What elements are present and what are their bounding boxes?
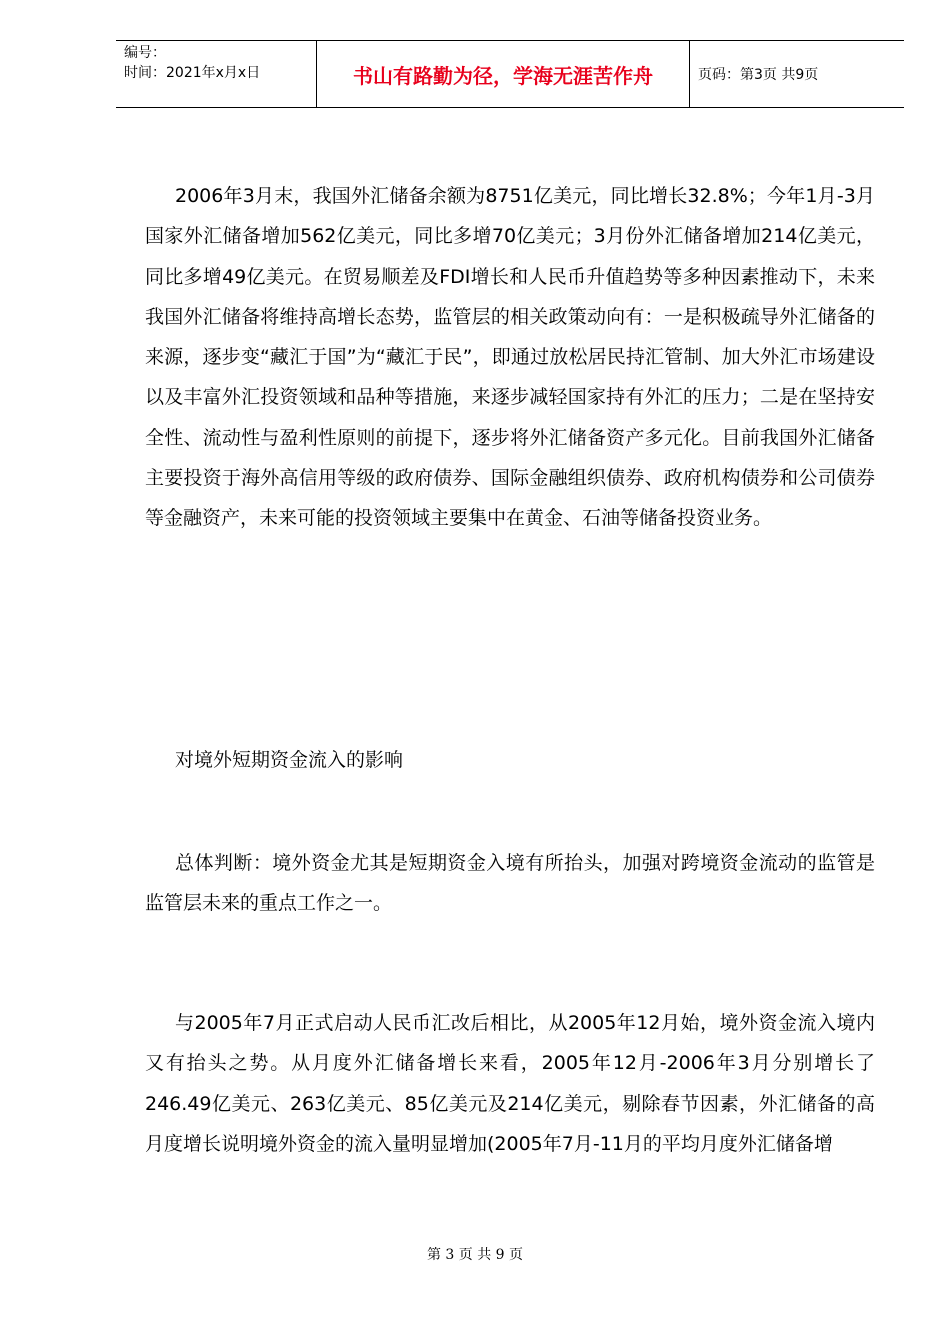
page-header [116,40,904,108]
page-footer: 第 3 页 共 9 页 [426,1247,524,1263]
header-motto: 书山有路勤为径，学海无涯苦作舟 [316,41,690,107]
paragraph-judgment: 总体判断：境外资金尤其是短期资金入境有所抬头，加强对跨境资金流动的监管是监管层未来的重点工作之一。 [145,852,875,915]
code-label: 编号： [124,45,166,61]
time-label: 时间：2021年x月x日 [124,65,261,81]
paragraph-reserves: 2006年3月末，我国外汇储备余额为8751亿美元，同比增长32.8%；今年1月-3月国家外汇储备增加562亿美元，同比多增70亿美元；3月份外汇储备增加214亿美元，同比多增49亿美元。在贸易顺差及FDI增长和人民币升值趋势等多种因素推动下，未来我国外汇储备将维持高增长态势，监管层的相关政策动向有：一是积极疏导外汇储备的来源，逐步变“藏汇于国”为“藏汇于民”，即通过放松居民持汇管制、加大外汇市场建设以及丰富外汇投资领域和品种等措施，来逐步减轻国家持有外汇的压力；二是在坚持安全性、流动性与盈利性原则的前提下，逐步将外汇储备资产多元化。目前我国外汇储备主要投资于海外高信用等级的政府债券、国际金融组织债券、政府机构债券和公司债券等金融资产，未来可能的投资领域主要集中在黄金、石油等储备投资业务。 [145,185,875,530]
section-heading: 对境外短期资金流入的影响 [175,749,404,771]
header-meta [116,41,316,107]
paragraph-inflow: 与2005年7月正式启动人民币汇改后相比，从2005年12月始，境外资金流入境内又有抬头之势。从月度外汇储备增长来看，2005年12月-2006年3月分别增长了246.49亿美元、263亿美元、85亿美元及214亿美元，剔除春节因素，外汇储备的高月度增长说明境外资金的流入量明显增加(2005年7月-11月的平均月度外汇储备增 [145,1012,875,1155]
header-page-label: 页码：第3页 共9页 [698,67,819,83]
